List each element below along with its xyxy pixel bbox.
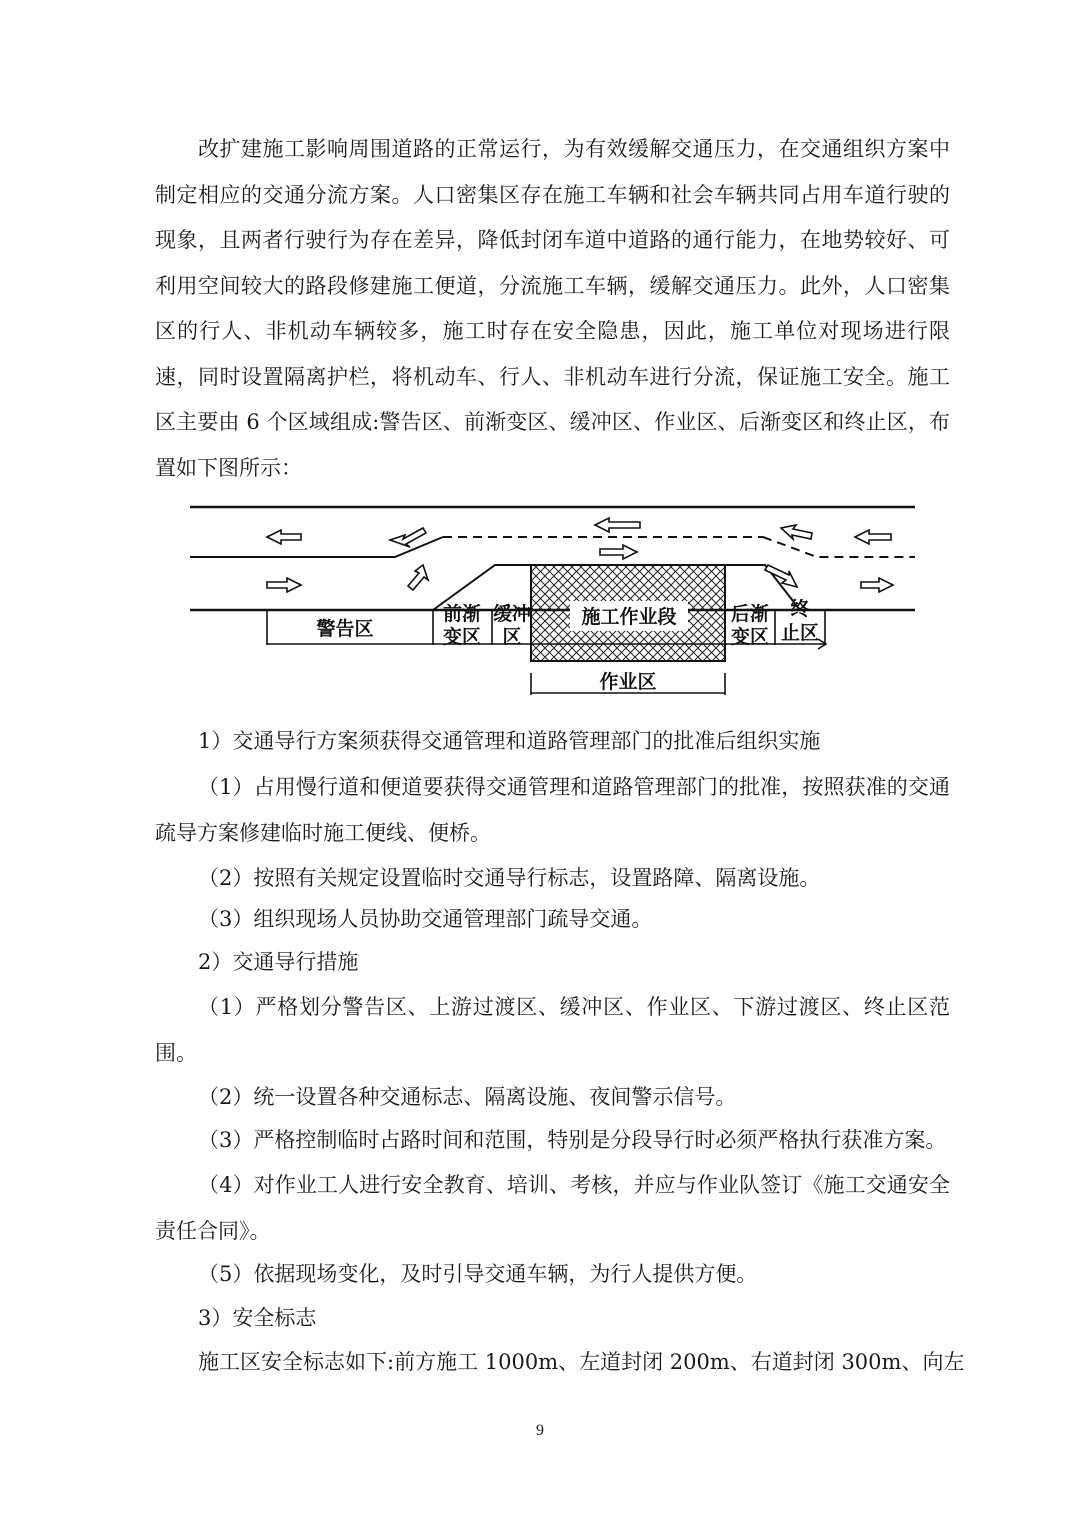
label-rear-taper-1: 后渐: [730, 603, 770, 625]
label-front-taper-1: 前渐: [442, 603, 482, 625]
section-2-item-5: （5）依据现场变化，及时引导交通车辆，为行人提供方便。: [198, 1262, 758, 1286]
label-rear-taper-2: 变区: [730, 626, 770, 648]
section-2-heading: 2）交通导行措施: [198, 950, 359, 974]
section-2-item-3: （3）严格控制临时占路时间和范围，特别是分段导行时必须严格执行获准方案。: [198, 1128, 947, 1152]
section-1-item-3: （3）组织现场人员协助交通管理部门疏导交通。: [198, 907, 653, 931]
label-work-zone: 作业区: [599, 671, 657, 693]
arrow-left-icon: [267, 518, 640, 544]
label-front-taper-2: 变区: [442, 626, 482, 648]
intro-paragraph: 改扩建施工影响周围道路的正常运行，为有效缓解交通压力，在交通组织方案中制定相应的交通分流方案。人口密集区存在施工车辆和社会车辆共同占用车道行驶的现象，且两者行驶行为存在差异，降低封闭车道中道路的通行能力，在地势较好、可利用空间较大的路段修建施工便道，分流施工车辆，缓解交通压力。此外，人口密集区的行人、非机动车辆较多，施工时存在安全隐患，因此，施工单位对现场进行限速，同时设置隔离护栏，将机动车、行人、非机动车进行分流，保证施工安全。施工区主要由 6 个区域组成:警告区、前渐变区、缓冲区、作业区、后渐变区和终止区，布置如下图所示：: [155, 137, 950, 480]
label-buffer-1: 缓冲: [492, 603, 532, 625]
label-end-2: 止区: [780, 622, 820, 644]
page-number: 9: [536, 1422, 544, 1439]
lane-divider-right: [763, 537, 915, 557]
section-1-heading: 1）交通导行方案须获得交通管理和道路管理部门的批准后组织实施: [198, 729, 821, 753]
section-3-heading: 3）安全标志: [198, 1306, 317, 1330]
section-2-item-4: （4）对作业工人进行安全教育、培训、考核，并应与作业队签订《施工交通安全责任合同》。: [155, 1173, 950, 1243]
section-3-item-1: 施工区安全标志如下:前方施工 1000m、左道封闭 200m、右道封闭 300m、向左: [198, 1350, 965, 1374]
section-1-item-1: （1）占用慢行道和便道要获得交通管理和道路管理部门的批准，按照获准的交通疏导方案修建临时施工便线、便桥。: [155, 775, 950, 845]
section-1-item-2: （2）按照有关规定设置临时交通导行标志，设置路障、隔离设施。: [198, 866, 821, 890]
label-warning-zone: 警告区: [316, 618, 374, 640]
section-2-item-2: （2）统一设置各种交通标志、隔离设施、夜间警示信号。: [198, 1085, 737, 1109]
work-section-label: 施工作业段: [581, 606, 677, 628]
label-end-1: 终: [790, 598, 810, 620]
work-zone-diagram: [185, 495, 925, 705]
label-buffer-2: 区: [502, 626, 522, 648]
section-2-item-1: （1）严格划分警告区、上游过渡区、缓冲区、作业区、下游过渡区、终止区范围。: [155, 995, 950, 1065]
